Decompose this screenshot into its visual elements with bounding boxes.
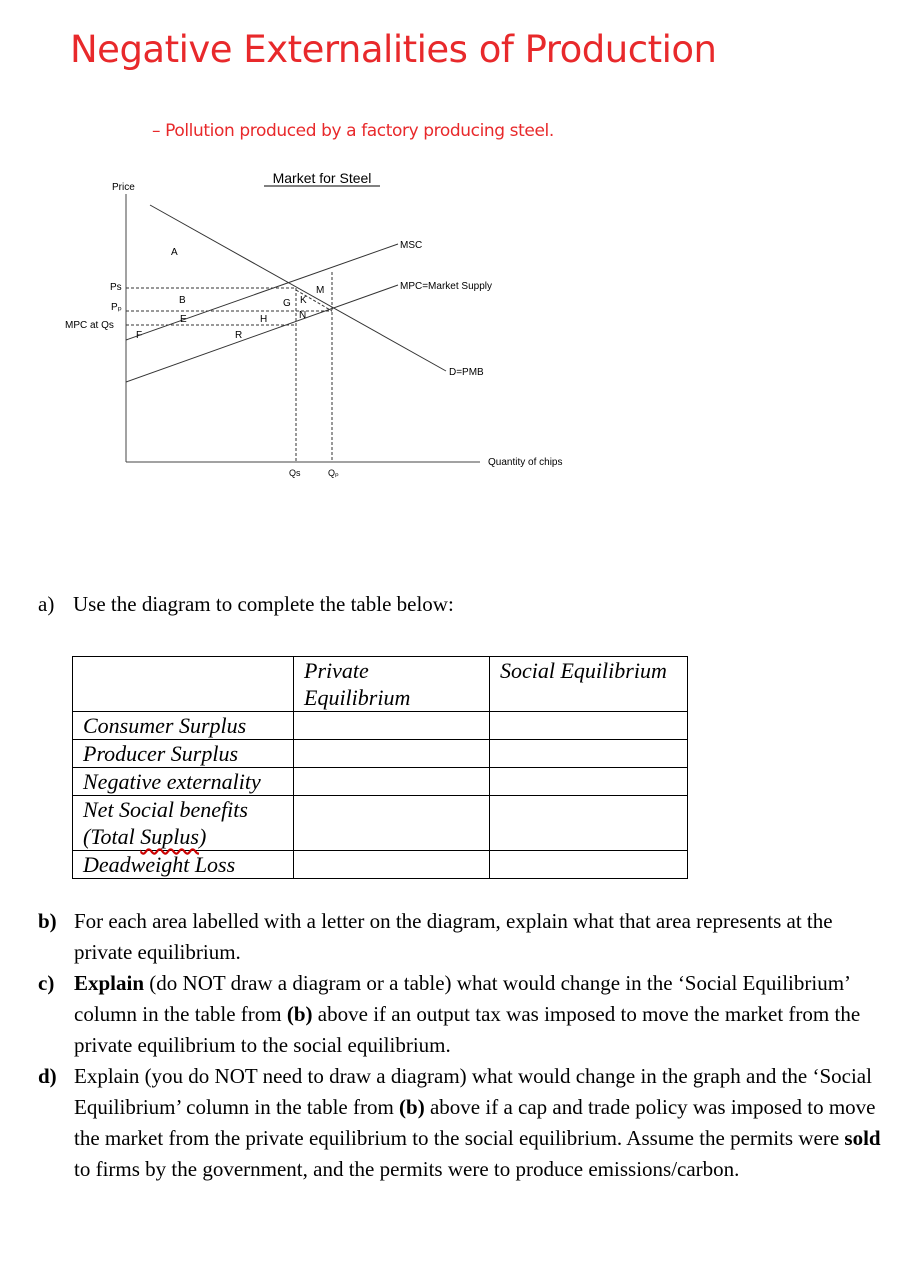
ps-label: Ps [110,282,122,293]
question-d [38,1061,888,1185]
area-b-label: B [179,295,186,306]
row-label-line1: Net Social benefits [83,797,248,822]
area-r-label: R [235,330,243,341]
area-h-label: H [260,314,268,325]
question-c-text2: above if an output tax was imposed to move the market from the private equilibrium to the social equilibrium. [74,1002,861,1057]
question-d-label: d) [38,1064,57,1088]
market-for-steel-diagram [60,160,600,500]
x-axis-label: Quantity of chips [488,457,563,468]
row-label: Producer Surplus [73,740,294,768]
table-header-cell [73,657,294,712]
table-row [73,851,688,879]
table-cell[interactable] [294,712,490,740]
area-k-label: K [300,295,307,306]
question-b-text: For each area labelled with a letter on the diagram, explain what that area represents at the private equilibrium. [74,909,833,964]
question-c-bold1: Explain [74,971,145,995]
row-label: Consumer Surplus [73,712,294,740]
question-a [38,592,454,617]
table-header-cell: Social Equilibrium [490,657,688,712]
question-d-bold2: sold [844,1126,881,1150]
area-f-label: F [136,330,143,341]
table-cell[interactable] [490,851,688,879]
qs-label: Qs [289,468,301,478]
questions-list [38,906,888,1185]
row-label-misspelled-word: Suplus [140,824,199,849]
table-cell[interactable] [294,768,490,796]
table-cell[interactable] [294,851,490,879]
row-label: Negative externality [73,768,294,796]
mpc-supply-curve [126,285,398,382]
question-c-label: c) [38,971,55,995]
question-d-bold1: (b) [399,1095,425,1119]
diagram-heading: Market for Steel [272,170,372,186]
row-label-line2-end: ) [198,824,207,849]
table-cell[interactable] [490,796,688,851]
demand-label: D=PMB [449,367,484,378]
table-row [73,740,688,768]
page-subtitle: – Pollution produced by a factory producing steel. [152,121,554,141]
msc-label: MSC [400,240,423,251]
question-a-label: a) [38,592,55,616]
row-label [73,796,294,851]
table-row [73,768,688,796]
question-c-bold2: (b) [286,1002,313,1026]
page-title: Negative Externalities of Production [70,28,717,71]
question-c-text1: (do NOT draw a diagram or a table) what would change in the ‘Social Equilibrium’ column in the table from [74,971,850,1026]
surplus-table [72,656,688,879]
question-c [38,968,888,1061]
area-g-label: G [283,298,291,309]
area-a-label: A [171,247,178,258]
pp-label: Pₚ [111,302,122,313]
table-cell[interactable] [294,740,490,768]
table-cell[interactable] [490,768,688,796]
table-row [73,712,688,740]
mpc-at-qs-label: MPC at Qs [65,320,114,331]
table-cell[interactable] [490,712,688,740]
area-n-label: N [299,310,307,321]
msc-curve [126,244,398,340]
row-label: Deadweight Loss [73,851,294,879]
table-header-cell: Private Equilibrium [294,657,490,712]
mpc-label: MPC=Market Supply [400,281,492,292]
question-d-text2: above if a cap and trade policy was imposed to move the market from the private equilibrium to the social equilibrium. Assume the permits were [74,1095,876,1150]
table-row [73,796,688,851]
question-b [38,906,888,968]
table-cell[interactable] [294,796,490,851]
row-label-line2-start: (Total [83,824,141,849]
y-axis-label: Price [112,182,135,193]
question-a-text: Use the diagram to complete the table below: [73,592,454,616]
qp-label: Qₚ [328,468,339,478]
question-d-text3: to firms by the government, and the permits were to produce emissions/carbon. [74,1157,740,1181]
question-b-label: b) [38,909,57,933]
table-cell[interactable] [490,740,688,768]
table-header-row [73,657,688,712]
area-e-label: E [180,314,187,325]
area-m-label: M [316,285,325,296]
question-d-text1: Explain (you do NOT need to draw a diagram) what would change in the graph and the ‘Social Equilibrium’ column in the table from [74,1064,872,1119]
